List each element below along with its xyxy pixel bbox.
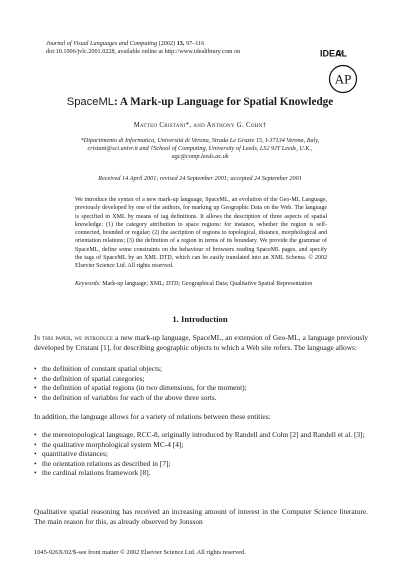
- intro-paragraph-1: [34, 333, 368, 352]
- list-item: • the mereotopological language, RCC-8, originally introduced by Randell and Cohn [2] and Randell et al. [3];: [34, 430, 368, 440]
- ideal-logo: [320, 48, 354, 58]
- list-item: • the definition of variables for each of the above three sorts.: [34, 393, 368, 403]
- paper-title: [0, 96, 400, 108]
- received-dates: Received 14 April 2001; revised 24 September 2001; accepted 24 September 2001: [98, 175, 302, 182]
- abstract: We introduce the syntax of a new mark-up language, SpaceML, an evolution of the Geo-ML Language, previously developed by one of the authors, for marking up Geographic Data on the Web. The language is specified in XML by means of tag definitions. It allows the description of three aspects of spatial knowledge: (1) the category attribution to space regions: for instance, whether the region is self-connected, bounded or regular; (2) the ascription of regions to topological, distance, morphological and orientation relations; (3) the definition of a region in terms of its boundary. We provide the grammar of SpaceML, define some constraints on the behaviour of browsers reading SpaceML pages, and specify the tags of SpaceML by an XML DTD, which can be easily translated into an XML Schema. © 2002 Elsevier Science Ltd. All rights reserved.: [75, 197, 327, 270]
- affiliation-line-2: cristani@sci.univr.it and †School of Computing, University of Leeds, LS2 9JT Leeds, U.K.,: [87, 145, 313, 153]
- capabilities-list: [34, 364, 368, 402]
- authors: Matteo Cristani*, and Anthony G. Cohn†: [133, 122, 267, 129]
- intro-paragraph-2: In addition, the language allows for a variety of relations between these entities:: [34, 412, 271, 421]
- affiliations: [50, 137, 350, 162]
- doi-line: doi:10.1006/jvlc.2001.0228, available online at http://www.idealibrary.com on: [46, 48, 241, 56]
- title-spaceml: SpaceML: [66, 96, 115, 108]
- journal-pages: 97–116: [185, 40, 205, 47]
- intro-lead: In this paper, we introduce: [34, 333, 114, 342]
- journal-volume: 13,: [176, 40, 185, 47]
- journal-citation: [46, 40, 336, 48]
- keywords-text: Mark-up language; XML; DTD; Geographical Data; Qualitative Spatial Representation: [102, 281, 313, 287]
- journal-name: Journal of Visual Languages and Computing: [46, 40, 158, 47]
- affiliation-line-3: agc@comp.leeds.ac.uk: [171, 153, 229, 161]
- list-item: • the definition of spatial categories;: [34, 374, 368, 384]
- list-item: • the cardinal relations framework [8].: [34, 468, 368, 478]
- keywords: [75, 280, 327, 288]
- affiliation-line-1: *Dipartimento di Informatica, Università di Verona, Strada Le Grazie 15, I-37134 Verona, Italy,: [80, 137, 320, 144]
- list-item: • the orientation relations as described in [7];: [34, 459, 368, 469]
- intro-paragraph-1-text: a new mark-up language, SpaceML, an extension of Geo-ML, a language previously developed by Cristani [1], for describing geographic objects to which a Web site refers. The language allows:: [34, 333, 368, 352]
- copyright-footer: 1045-926X/02/$-see front matter © 2002 Elsevier Science Ltd. All rights reserved.: [34, 549, 246, 556]
- ap-logo: [328, 64, 358, 94]
- journal-year: (2002): [158, 40, 176, 47]
- journal-header: [46, 40, 336, 57]
- ap-logo-text: AP: [334, 71, 352, 87]
- section-heading: 1. Introduction: [172, 314, 228, 324]
- list-item: • quantitative distances;: [34, 449, 368, 459]
- intro-paragraph-3: Qualitative spatial reasoning has received an increasing amount of interest in the Computer Science literature. The main reason for this, as already observed by Jonsson: [34, 507, 368, 526]
- list-item: • the definition of spatial regions (in two dimensions, for the moment);: [34, 383, 368, 393]
- ideal-logo-text: IDEAL: [320, 48, 347, 58]
- list-item: • the qualitative morphological system MC-4 [4];: [34, 440, 368, 450]
- relations-list: [34, 430, 368, 478]
- list-item: • the definition of constant spatial objects;: [34, 364, 368, 374]
- title-rest: : A Mark-up Language for Spatial Knowledge: [114, 96, 334, 108]
- keywords-label: Keywords:: [75, 281, 101, 287]
